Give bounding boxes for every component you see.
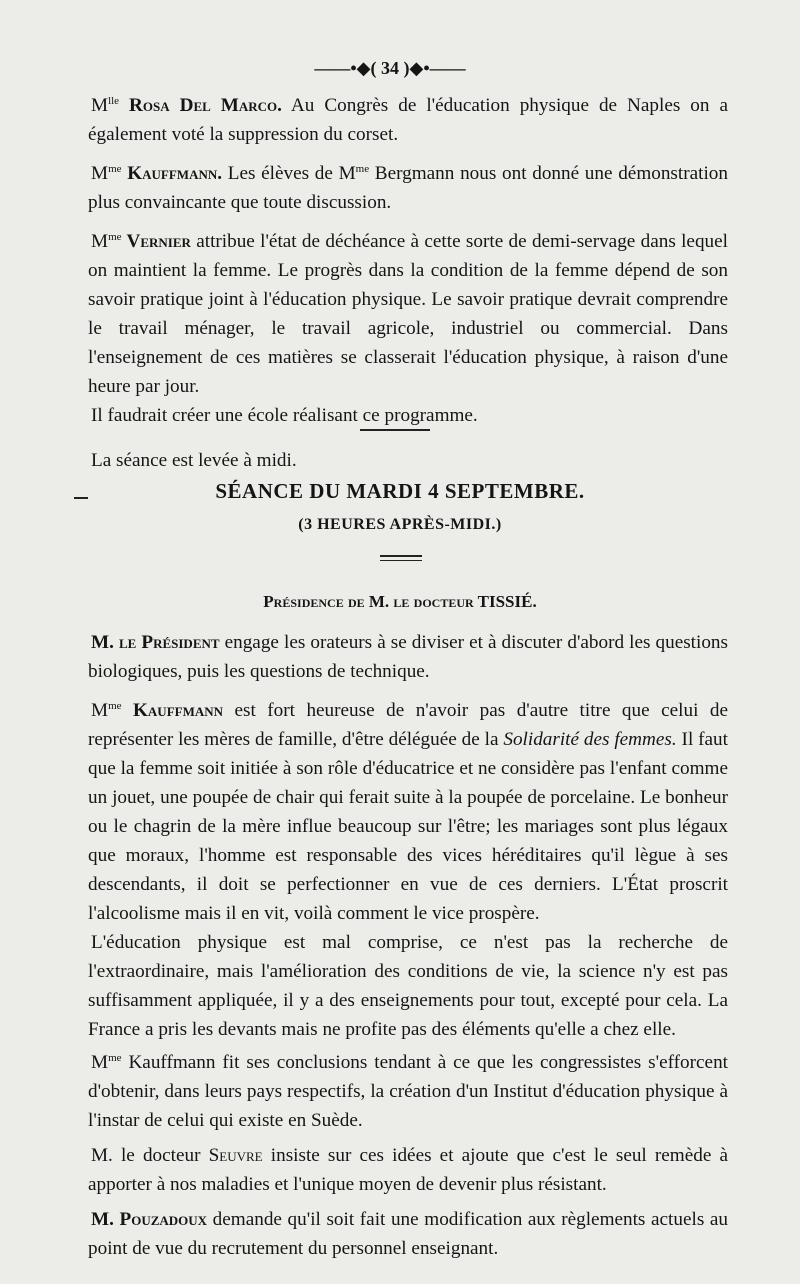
presidence-line: Présidence de M. le docteur TISSIÉ. — [263, 592, 537, 611]
section-subtitle: (3 HEURES APRÈS-MIDI.) — [298, 516, 502, 533]
paragraph-vernier: $M^{me}$ Vernier attribue l'état de déchéance à cette sorte de demi-servage dans lequel on maintient la femme. Le progrès dans la condition de la femme dépend de son savoir pratique joint à l'éducation physique. Le savoir pratique devrait comprendre le travail ménager, le travail agricole, industriel ou commercial. Dans l'enseignement de ces matières se classerait l'éducation physique, à raison d'une heure par jour. — [88, 231, 728, 397]
second-section-text — [88, 628, 728, 1263]
paragraph-kauffmann-1: $M^{me}$ Kauffmann. Les élèves de $M^{me}$ Bergmann nous ont donné une démonstration plus convaincante que toute discussion. — [88, 163, 728, 213]
speaker-kauffmann: $M^{me}$ Kauffmann. — [91, 163, 223, 184]
speaker-del-marco: $M^{lle}$ Rosa Del Marco. — [91, 95, 282, 116]
speaker-kauffmann-2: $M^{me}$ Kauffmann — [91, 700, 224, 721]
header-ornament-right: )◆•—— — [403, 58, 466, 78]
subtitle-rule-2 — [380, 560, 422, 561]
section-title: SÉANCE DU MARDI 4 SEPTEMBRE. — [215, 479, 585, 503]
section-divider — [360, 429, 430, 431]
page-number-header — [310, 58, 470, 79]
paragraph-ecole: Il faudrait créer une école réalisant ce programme. — [91, 405, 478, 426]
paragraph-pouzadoux: M. Pouzadoux demande qu'il soit fait une modification aux règlements actuels au point de vue du recrutement du personnel enseignant. — [88, 1209, 728, 1259]
speaker-pouzadoux: M. Pouzadoux — [91, 1209, 208, 1230]
paragraph-president: M. le Président engage les orateurs à se diviser et à discuter d'abord les questions biologiques, puis les questions de technique. — [88, 632, 728, 682]
paragraph-seance-levee: La séance est levée à midi. — [91, 450, 297, 471]
paragraph-kauffmann-conclusions: $M^{me}$ Kauffmann fit ses conclusions tendant à ce que les congressistes s'efforcent d'obtenir, dans leurs pays respectifs, la création d'un Institut d'éducation physique à l'instar de celui qui existe en Suède. — [88, 1052, 728, 1131]
first-section-text — [88, 87, 728, 475]
paragraph-education-physique: L'éducation physique est mal comprise, ce n'est pas la recherche de l'extraordinaire, mais l'amélioration des conditions de vie, la science n'y est pas suffisamment appliquée, il y a des enseignements pour tout, excepté pour cela. La France a pris les devants mais ne profite pas des éléments qu'elle a chez elle. — [88, 932, 728, 1040]
margin-dash — [74, 497, 88, 499]
speaker-seuvre: Seuvre — [208, 1145, 263, 1166]
subtitle-rule — [380, 555, 422, 557]
header-ornament-left: ——•◆( — [314, 58, 377, 78]
speaker-president: M. le Président — [91, 632, 220, 653]
paragraph-kauffmann-2: $M^{me}$ Kauffmann est fort heureuse de n'avoir pas d'autre titre que celui de représenter les mères de famille, d'être déléguée de la Solidarité des femmes. Il faut que la femme soit initiée à son rôle d'éducatrice et ne considère pas l'enfant comme un jouet, une poupée de chair qui ferait suite à la poupée de porcelaine. Le bonheur ou le chagrin de la mère influe beaucoup sur l'être; les mariages sont plus légaux que moraux, l'homme est responsable des vices héréditaires qu'il lègue à ses descendants, il doit se perfectionner en vue de ces derniers. L'État proscrit l'alcoolisme mais il en vit, voilà comment le vice prospère. — [88, 700, 728, 924]
speaker-vernier: $M^{me}$ Vernier — [91, 231, 191, 252]
page-number: 34 — [381, 58, 399, 78]
paragraph-del-marco: $M^{lle}$ Rosa Del Marco. Au Congrès de l'éducation physique de Naples on a également voté la suppression du corset. — [88, 95, 728, 145]
paragraph-seuvre: M. le docteur Seuvre insiste sur ces idées et ajoute que c'est le seul remède à apporter à nos maladies et l'unique moyen de devenir plus résistant. — [88, 1145, 728, 1195]
